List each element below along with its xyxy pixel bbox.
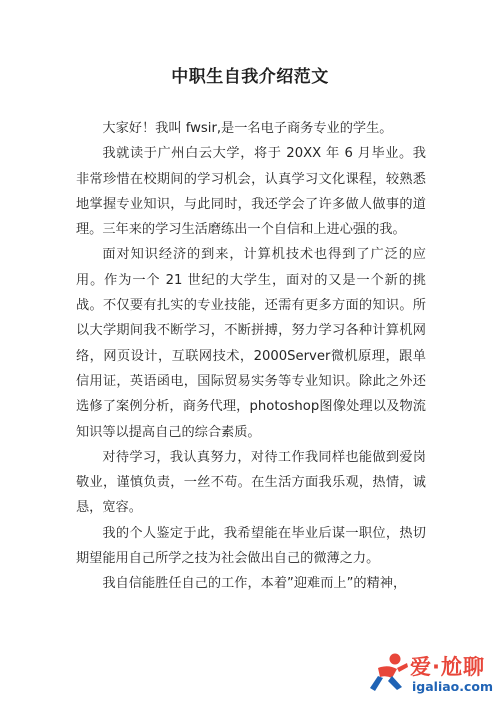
paragraph-skills: 面对知识经济的到来，计算机技术也得到了广泛的应用。作为一个 21 世纪的大学生，面对的又是一个新的挑战。不仅要有扎实的专业技能，还需有更多方面的知识。所以大学期间我不断学习，不断拼搏，努力学习各种计算机网络，网页设计，互联网技术，2000Server微机原理，跟单信用证，英语函电，国际贸易实务等专业知识。除此之外还选修了案例分析，商务代理，photoshop图像处理以及物流知识等以提高自己的综合素质。 (76, 247, 426, 440)
document-body (76, 116, 426, 597)
paragraph-confidence: 我自信能胜任自己的工作，本着”迎难而上”的精神， (102, 576, 407, 592)
paragraph-goals: 我的个人鉴定于此，我希望能在毕业后谋一职位，热切期望能用自己所学之技为社会做出自己的微薄之力。 (76, 525, 426, 567)
watermark-brand: 爱·尬聊 (410, 655, 485, 679)
site-watermark (366, 649, 494, 701)
page-title: 中职生自我介绍范文 (171, 67, 329, 87)
paragraph-attitude: 对待学习，我认真努力，对待工作我同样也能做到爱岗敬业，谨慎负责，一丝不苟。在生活方面我乐观，热情，诚恳，宽容。 (76, 449, 426, 516)
running-person-icon (366, 651, 410, 697)
watermark-url: igaliao.com (412, 679, 494, 694)
paragraph-education: 我就读于广州白云大学，将于 20XX 年 6 月毕业。我非常珍惜在校期间的学习机会，认真学习文化课程，较熟悉地掌握专业知识，与此同时，我还学会了许多做人做事的道理。三年来的学习生活磨练出一个自信和上进心强的我。 (76, 146, 426, 238)
paragraph-greeting: 大家好！我叫 fwsir,是一名电子商务专业的学生。 (102, 121, 393, 136)
